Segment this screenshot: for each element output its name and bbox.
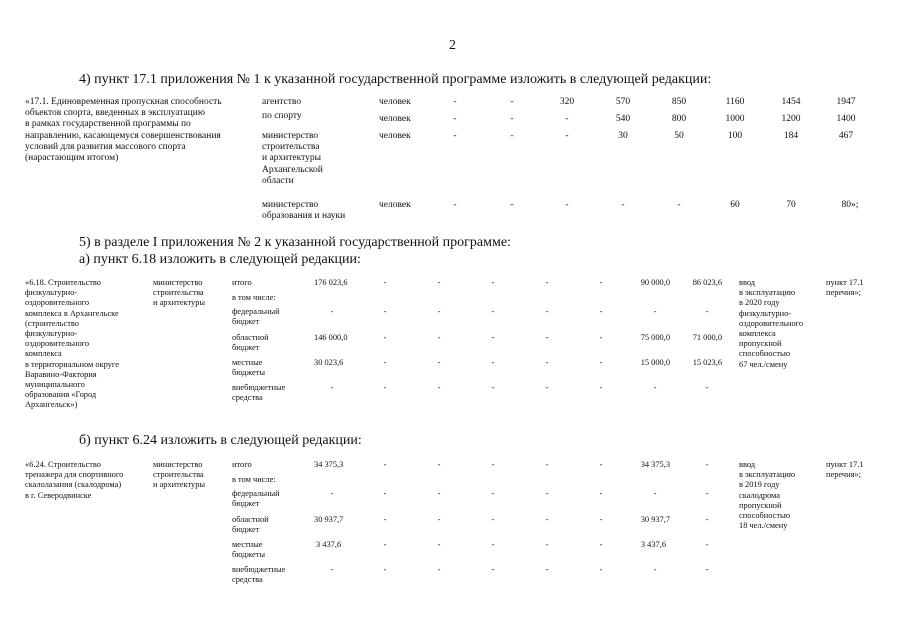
value-cell: - — [491, 383, 495, 392]
value-cell: 90 000,0 — [640, 278, 670, 287]
value-cell: - — [383, 278, 387, 287]
total-cell: - — [330, 383, 334, 392]
value-cell: - — [437, 383, 441, 392]
value-cell: 34 375,3 — [640, 460, 670, 469]
value-cell: - — [545, 565, 549, 574]
value-cell: - — [565, 200, 569, 210]
value-cell: 50 — [674, 131, 684, 141]
value-cell: - — [491, 565, 495, 574]
item5b-heading: б) пункт 6.24 изложить в следующей редакции: — [79, 433, 362, 448]
value-cell: - — [545, 460, 549, 469]
source-cell: местные бюджеты — [232, 358, 266, 378]
value-cell: - — [510, 97, 514, 107]
executor-cell: министерство строительства и архитектуры — [153, 278, 206, 308]
value-cell: - — [383, 489, 387, 498]
total-cell: 146 000,0 — [314, 333, 348, 342]
value-cell: 467 — [838, 131, 854, 141]
link-cell: пункт 17.1 перечня»; — [826, 460, 864, 480]
source-cell: местные бюджеты — [232, 540, 266, 560]
value-cell: 1000 — [725, 114, 745, 124]
total-cell: 30 937,7 — [314, 515, 344, 524]
result-cell: ввод в эксплуатацию в 2020 году физкультурно- оздоровительного комплекса пропускной способностью 67 чел./смену — [739, 278, 804, 369]
value-cell: 184 — [783, 131, 799, 141]
value-cell: 80»; — [841, 200, 859, 210]
value-cell: 3 437,6 — [640, 540, 666, 549]
value-cell: - — [437, 333, 441, 342]
value-cell: 60 — [730, 200, 740, 210]
value-cell: - — [437, 307, 441, 316]
value-cell: 570 — [615, 97, 631, 107]
value-cell: - — [599, 358, 603, 367]
project-name: «6.24. Строительство тренажера для спортивного скалолазания (скалодрома) в г. Северодвинске — [25, 460, 124, 500]
source-cell: в том числе: — [232, 475, 276, 484]
result-cell: ввод в эксплуатацию в 2019 году скалодрома пропускной способностью 18 чел./смену — [739, 460, 796, 531]
page-number: 2 — [449, 38, 456, 53]
value-cell: 800 — [671, 114, 687, 124]
value-cell: - — [545, 515, 549, 524]
value-cell: - — [705, 460, 709, 469]
value-cell: - — [599, 278, 603, 287]
value-cell: - — [510, 200, 514, 210]
total-cell: - — [330, 565, 334, 574]
unit-cell: человек — [379, 200, 411, 210]
source-cell: в том числе: — [232, 293, 276, 302]
value-cell: - — [437, 278, 441, 287]
value-cell: - — [705, 489, 709, 498]
executor-cell: министерство строительства и архитектуры — [153, 460, 206, 490]
value-cell: 540 — [615, 114, 631, 124]
value-cell: - — [383, 307, 387, 316]
value-cell: 30 937,7 — [640, 515, 670, 524]
link-cell: пункт 17.1 перечня»; — [826, 278, 864, 298]
source-cell: итого — [232, 460, 252, 469]
value-cell: - — [705, 515, 709, 524]
value-cell: - — [510, 114, 514, 124]
value-cell: 30 — [618, 131, 628, 141]
value-cell: - — [599, 333, 603, 342]
value-cell: - — [565, 131, 569, 141]
value-cell: - — [437, 565, 441, 574]
value-cell: - — [545, 358, 549, 367]
value-cell: - — [545, 383, 549, 392]
value-cell: - — [437, 540, 441, 549]
unit-cell: человек — [379, 114, 411, 124]
value-cell: - — [705, 383, 709, 392]
value-cell: - — [545, 489, 549, 498]
value-cell: - — [453, 131, 457, 141]
value-cell: - — [510, 131, 514, 141]
value-cell: - — [491, 358, 495, 367]
value-cell: - — [491, 278, 495, 287]
value-cell: 71 000,0 — [692, 333, 722, 342]
value-cell: - — [545, 540, 549, 549]
value-cell: - — [383, 383, 387, 392]
executor-cell: министерство строительства и архитектуры Архангельской области — [262, 131, 323, 186]
value-cell: - — [677, 200, 681, 210]
value-cell: - — [383, 565, 387, 574]
value-cell: - — [491, 460, 495, 469]
item5-heading: 5) в разделе I приложения № 2 к указанной государственной программе: — [79, 235, 511, 250]
total-cell: 34 375,3 — [314, 460, 344, 469]
executor-cell: министерство образования и науки — [262, 200, 346, 222]
value-cell: - — [453, 200, 457, 210]
executor-cell: агентство — [262, 97, 302, 107]
unit-cell: человек — [379, 97, 411, 107]
value-cell: - — [599, 565, 603, 574]
value-cell: - — [545, 278, 549, 287]
value-cell: - — [565, 114, 569, 124]
value-cell: - — [383, 515, 387, 524]
value-cell: 1160 — [725, 97, 745, 107]
value-cell: - — [599, 460, 603, 469]
source-cell: федеральный бюджет — [232, 307, 280, 327]
project-name: «6.18. Строительство физкультурно- оздоровительного комплекса в Архангельске (строительство физкультурно- оздоровительного комплекса в территориальном округе Варавино-Фактория муниципального образования «Город Архангельск») — [25, 278, 119, 410]
value-cell: - — [437, 515, 441, 524]
source-cell: внебюджетные средства — [232, 565, 286, 585]
source-cell: областной бюджет — [232, 515, 269, 535]
value-cell: - — [437, 460, 441, 469]
source-cell: федеральный бюджет — [232, 489, 280, 509]
value-cell: - — [383, 460, 387, 469]
item4-heading: 4) пункт 17.1 приложения № 1 к указанной государственной программе изложить в следующей редакции: — [79, 72, 712, 87]
value-cell: - — [621, 200, 625, 210]
value-cell: - — [653, 383, 657, 392]
value-cell: 86 023,6 — [692, 278, 722, 287]
value-cell: - — [653, 489, 657, 498]
value-cell: - — [705, 565, 709, 574]
value-cell: - — [437, 489, 441, 498]
value-cell: - — [653, 565, 657, 574]
value-cell: - — [599, 540, 603, 549]
value-cell: - — [599, 489, 603, 498]
value-cell: 1454 — [781, 97, 801, 107]
value-cell: - — [599, 515, 603, 524]
value-cell: 1947 — [836, 97, 856, 107]
value-cell: 1400 — [836, 114, 856, 124]
total-cell: 3 437,6 — [316, 540, 342, 549]
value-cell: - — [599, 383, 603, 392]
source-cell: итого — [232, 278, 252, 287]
source-cell: внебюджетные средства — [232, 383, 286, 403]
value-cell: - — [599, 307, 603, 316]
source-cell: областной бюджет — [232, 333, 269, 353]
value-cell: - — [437, 358, 441, 367]
total-cell: 176 023,6 — [314, 278, 348, 287]
item4-indicator-name: «17.1. Единовременная пропускная способность объектов спорта, введенных в эксплуатацию в рамках государственной программы по направлению, касающемуся совершенствования условий для развития массового спорта (нарастающим итогом) — [25, 97, 222, 164]
value-cell: - — [545, 307, 549, 316]
total-cell: 30 023,6 — [314, 358, 344, 367]
value-cell: 75 000,0 — [640, 333, 670, 342]
value-cell: 70 — [786, 200, 796, 210]
value-cell: 15 000,0 — [640, 358, 670, 367]
value-cell: 320 — [559, 97, 575, 107]
value-cell: - — [491, 489, 495, 498]
value-cell: 100 — [727, 131, 743, 141]
value-cell: - — [491, 307, 495, 316]
value-cell: - — [705, 540, 709, 549]
value-cell: - — [491, 333, 495, 342]
value-cell: - — [653, 307, 657, 316]
value-cell: - — [705, 307, 709, 316]
value-cell: - — [453, 114, 457, 124]
value-cell: - — [491, 515, 495, 524]
value-cell: - — [383, 540, 387, 549]
unit-cell: человек — [379, 131, 411, 141]
value-cell: 850 — [671, 97, 687, 107]
value-cell: 15 023,6 — [692, 358, 722, 367]
value-cell: - — [383, 333, 387, 342]
total-cell: - — [330, 307, 334, 316]
item5a-heading: а) пункт 6.18 изложить в следующей редакции: — [79, 252, 361, 267]
executor-cell: по спорту — [262, 111, 302, 121]
value-cell: - — [545, 333, 549, 342]
value-cell: - — [383, 358, 387, 367]
total-cell: - — [330, 489, 334, 498]
value-cell: 1200 — [781, 114, 801, 124]
value-cell: - — [491, 540, 495, 549]
value-cell: - — [453, 97, 457, 107]
